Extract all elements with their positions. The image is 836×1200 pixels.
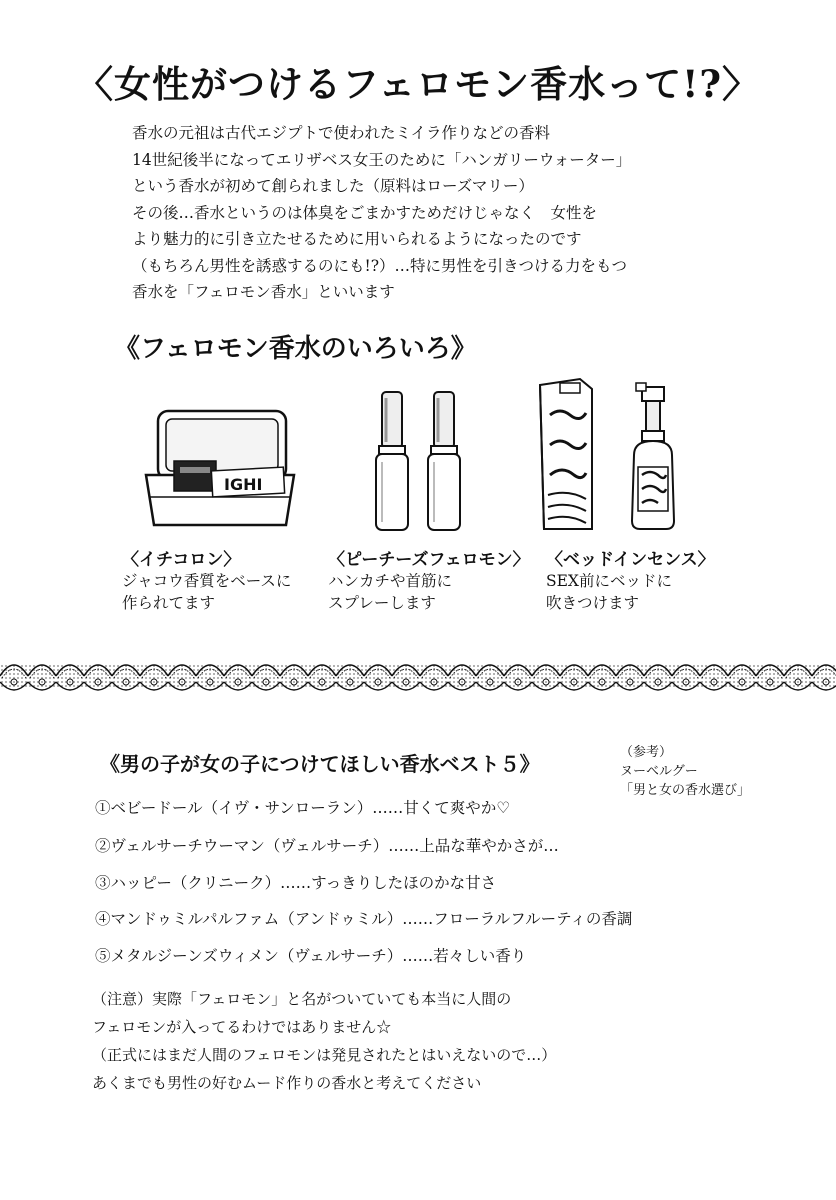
lace-divider — [0, 652, 836, 698]
intro-line: という香水が初めて創られました（原料はローズマリー） — [132, 177, 534, 195]
intro-line: より魅力的に引き立たせるために用いられるようになったのです — [132, 230, 582, 248]
intro-line: 香水の元祖は古代エジプトで使われたミイラ作りなどの香料 — [132, 124, 551, 142]
note-line: （正式にはまだ人間のフェロモンは発見されたとはいえないので…） — [92, 1046, 557, 1064]
intro-text — [132, 120, 822, 306]
page-title: 〈女性がつけるフェロモン香水って!?〉 — [75, 62, 761, 106]
ranking-item: ③ハッピー（クリニーク）……すっきりしたほのかな甘さ — [95, 874, 497, 892]
product-desc: SEX前にベッドに — [546, 572, 672, 590]
caution-notes — [92, 985, 556, 1097]
reference-note — [620, 743, 750, 800]
ranking-item: ⑤メタルジーンズウィメン（ヴェルサーチ）……若々しい香り — [95, 947, 527, 965]
spray-bottle-icon — [530, 375, 710, 535]
intro-line: その後…香水というのは体臭をごまかすためだけじゃなく 女性を — [132, 203, 598, 222]
perfume-tubes-icon — [368, 388, 478, 536]
ranking-item: ②ヴェルサーチウーマン（ヴェルサーチ）……上品な華やかさが… — [95, 837, 559, 855]
intro-line: 14世紀後半になってエリザベス女王のために「ハンガリーウォーター」 — [132, 150, 632, 169]
product-name: 〈イチコロン〉 — [122, 550, 241, 570]
product-name: 〈ベッドインセンス〉 — [546, 550, 715, 570]
product-ichicolon — [122, 545, 291, 614]
ranking-item: ①ベビードール（イヴ・サンローラン）……甘くて爽やか♡ — [95, 799, 511, 817]
section-title-best5: 《男の子が女の子につけてほしい香水ベスト５》 — [100, 752, 540, 776]
note-line: （注意）実際「フェロモン」と名がついていても本当に人間の — [92, 990, 512, 1008]
product-desc: 吹きつけます — [546, 594, 640, 612]
product-desc: スプレーします — [328, 594, 436, 612]
product-desc: 作られてます — [122, 594, 216, 612]
ranking-item: ④マンドゥミルパルファム（アンドゥミル）……フローラルフルーティの香調 — [95, 910, 633, 928]
ichicolon-label: IGHI — [224, 475, 263, 494]
reference-line: ヌーベルグー — [620, 764, 698, 779]
ichicolon-case-icon — [140, 405, 300, 535]
product-desc: ジャコウ香質をベースに — [122, 572, 292, 590]
product-bed-incense — [546, 545, 715, 614]
note-line: あくまでも男性の好むムード作りの香水と考えてください — [92, 1074, 482, 1092]
section-title-varieties: 《フェロモン香水のいろいろ》 — [114, 334, 477, 364]
product-desc: ハンカチや首筋に — [328, 572, 453, 590]
reference-line: （参考） — [620, 745, 673, 760]
product-name: 〈ピーチーズフェロモン〉 — [328, 550, 530, 570]
reference-line: 「男と女の香水選び」 — [620, 783, 751, 798]
intro-line: （もちろん男性を誘惑するのにも!?）…特に男性を引きつける力をもつ — [132, 256, 628, 275]
product-peachies-pheromone — [328, 545, 530, 614]
note-line: フェロモンが入ってるわけではありません☆ — [92, 1018, 392, 1036]
intro-line: 香水を「フェロモン香水」といいます — [132, 283, 395, 301]
